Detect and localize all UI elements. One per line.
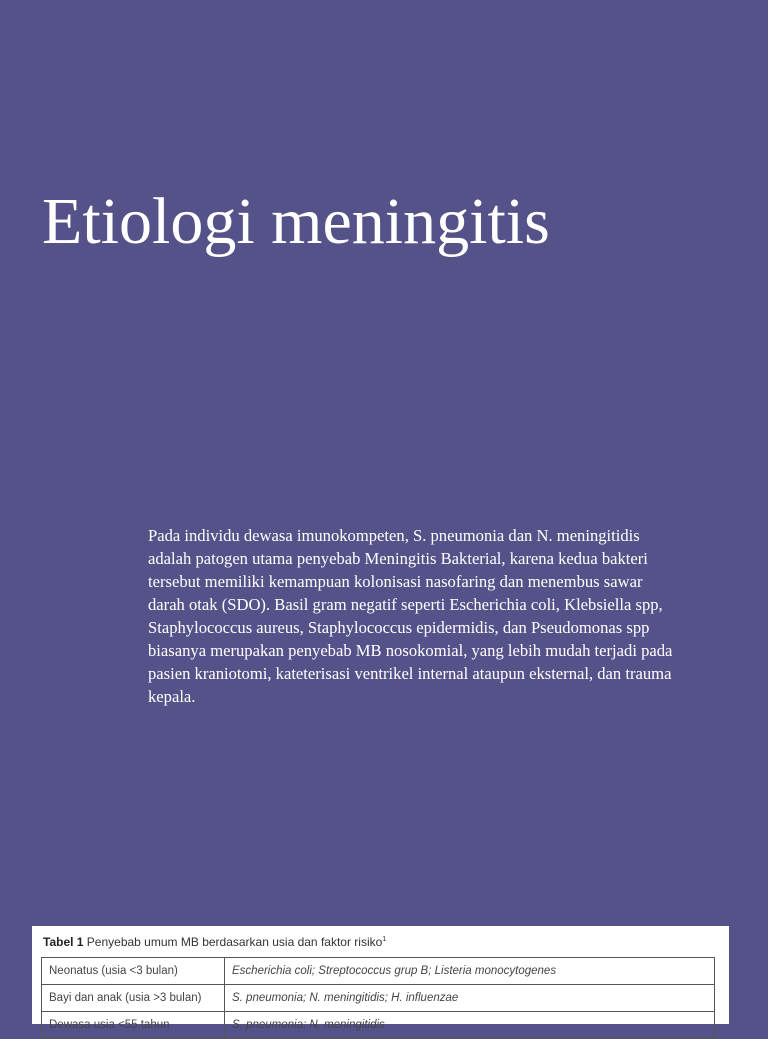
slide-title: Etiologi meningitis	[42, 185, 550, 258]
table-cell-group: Bayi dan anak (usia >3 bulan)	[42, 985, 225, 1012]
table-cell-causes: S. pneumonia; N. meningitidis	[225, 1012, 715, 1039]
table-row	[42, 958, 715, 985]
table-caption-text: Penyebab umum MB berdasarkan usia dan faktor risiko	[83, 935, 383, 949]
table-row	[42, 985, 715, 1012]
table-cell-group: Dewasa usia <55 tahun	[42, 1012, 225, 1039]
table-cell-causes: Escherichia coli; Streptococcus grup B; Listeria monocytogenes	[225, 958, 715, 985]
table-cell-group: Neonatus (usia <3 bulan)	[42, 958, 225, 985]
table-caption-label: Tabel 1	[43, 935, 84, 949]
table-image	[32, 926, 729, 1031]
table-caption	[43, 932, 386, 950]
table-caption-ref: 1	[382, 936, 387, 943]
table-cell-causes: S. pneumonia; N. meningitidis; H. influenzae	[225, 985, 715, 1012]
body-paragraph: Pada individu dewasa imunokompeten, S. pneumonia dan N. meningitidis adalah patogen utama penyebab Meningitis Bakterial, karena kedua bakteri tersebut memiliki kemampuan kolonisasi nasofaring dan menembus sawar darah otak (SDO). Basil gram negatif seperti Escherichia coli, Klebsiella spp, Staphylococcus aureus, Staphylococcus epidermidis, dan Pseudomonas spp biasanya merupakan penyebab MB nosokomial, yang lebih mudah terjadi pada pasien kraniotomi, kateterisasi ventrikel internal ataupun eksternal, dan trauma kepala.	[148, 526, 673, 706]
cause-table	[41, 957, 715, 1039]
table-row	[42, 1012, 715, 1039]
